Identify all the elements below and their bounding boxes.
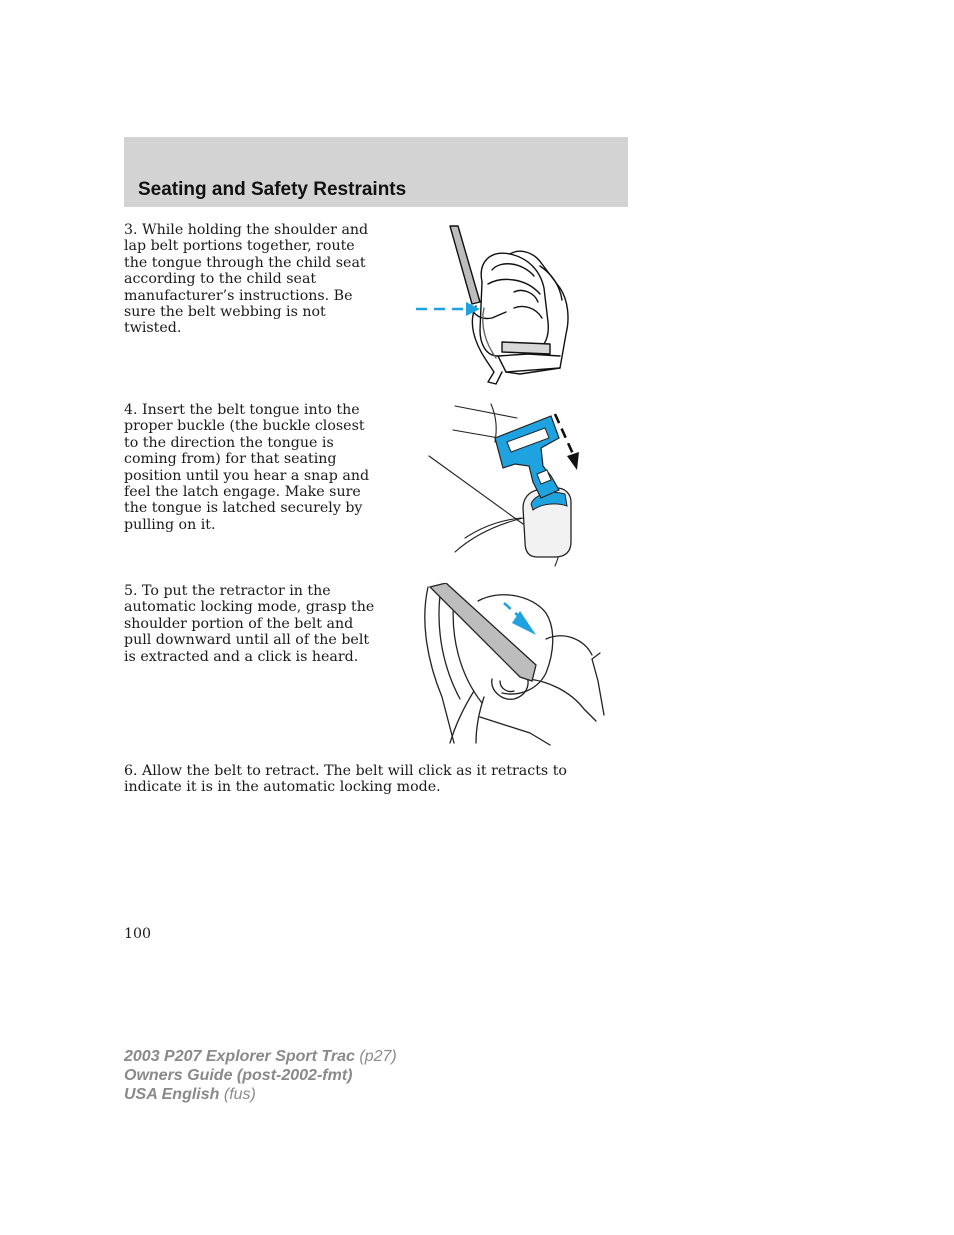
- section-header-band: [124, 137, 628, 207]
- step-5-text: 5. To put the retractor in the automatic locking mode, grasp the shoulder portion of the belt and pull downward until all of the belt is extracted and a click is heard.: [124, 583, 375, 665]
- section-title: Seating and Safety Restraints: [138, 179, 407, 200]
- step-3-text: 3. While holding the shoulder and lap belt portions together, route the tongue through the child seat according to the child seat manufacturer’s instructions. Be sure the belt webbing is not twisted.: [124, 222, 369, 337]
- footer-language-text: USA English: [124, 1086, 220, 1103]
- footer-language-code: (fus): [223, 1086, 256, 1103]
- footer-line-language: [124, 1085, 397, 1104]
- page-number: 100: [124, 926, 152, 942]
- footer-line-model: [124, 1047, 397, 1066]
- document-footer: [124, 1047, 397, 1104]
- step-4-text: 4. Insert the belt tongue into the proper buckle (the buckle closest to the direction the tongue is coming from) for that seating position until you hear a snap and feel the latch engage. Make sure the tongue is latched securely by pulling on it.: [124, 402, 370, 533]
- buckle-insertion-illustration: [425, 402, 595, 567]
- footer-model-text: 2003 P207 Explorer Sport Trac: [124, 1048, 355, 1065]
- footer-line-guide: [124, 1066, 397, 1085]
- retractor-locking-illustration: [420, 583, 605, 748]
- footer-model-code: (p27): [359, 1048, 397, 1065]
- child-seat-belt-routing-illustration: [410, 222, 590, 388]
- footer-guide-text: Owners Guide (post-2002-fmt): [124, 1067, 353, 1084]
- step-6-text: 6. Allow the belt to retract. The belt will click as it retracts to indicate it is in the automatic locking mode.: [124, 763, 567, 796]
